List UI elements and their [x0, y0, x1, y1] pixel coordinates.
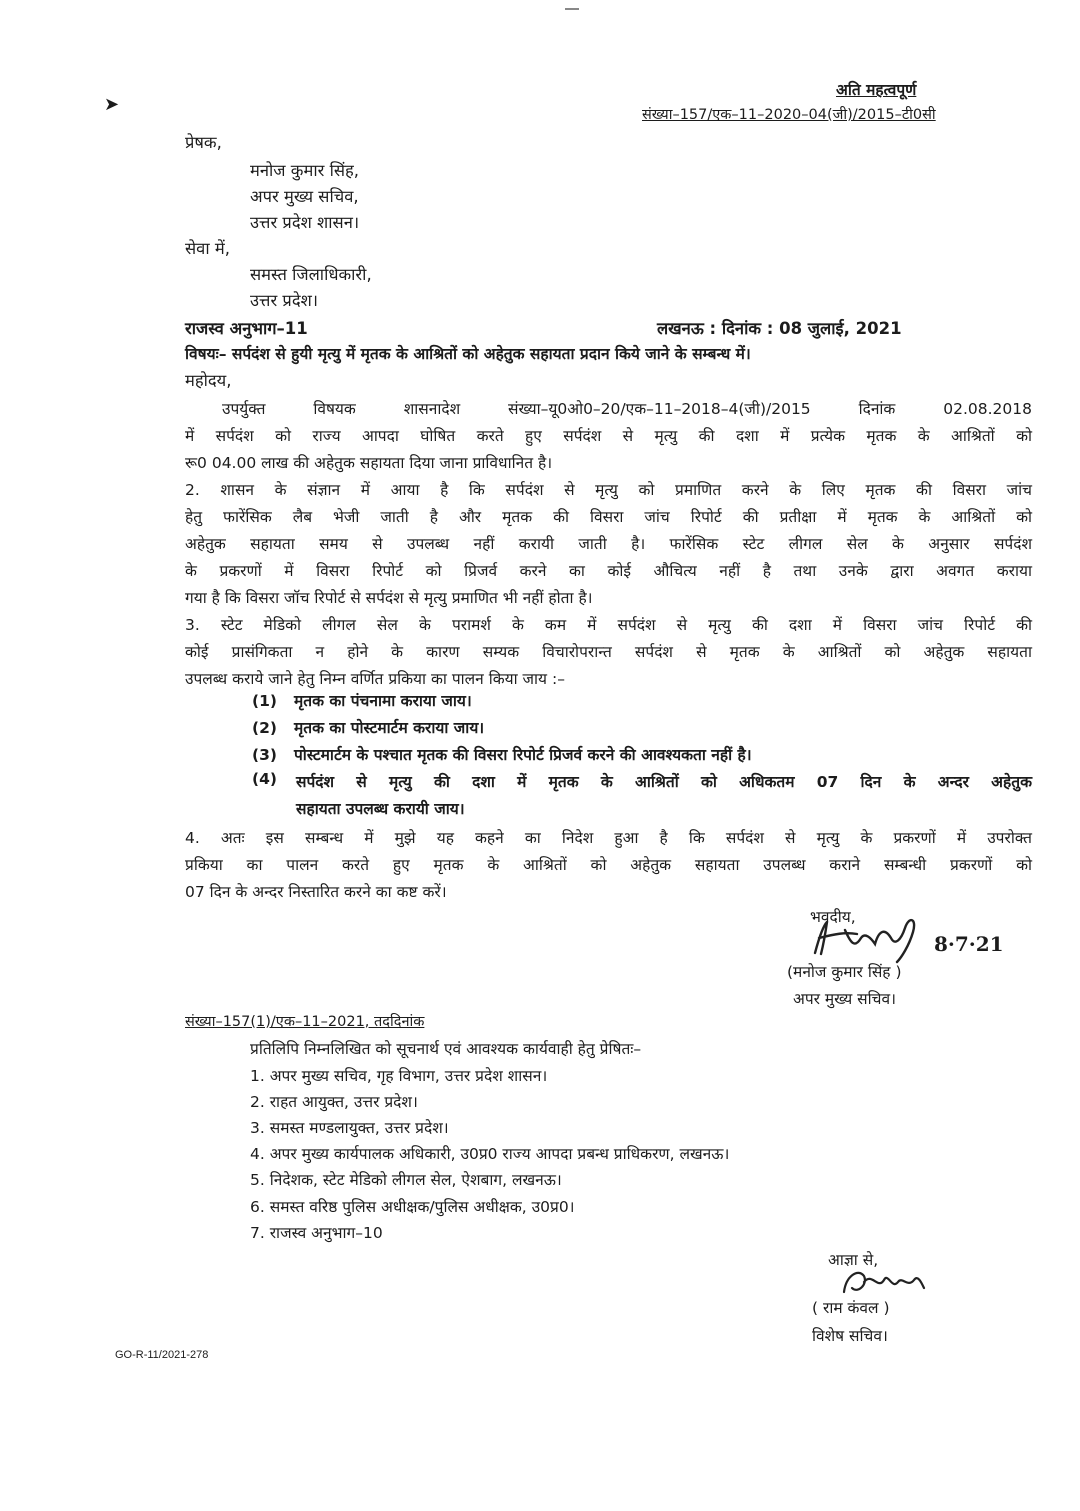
para2-line: के प्रकरणों में विसरा रिपोर्ट को प्रिजर्व करने का कोई औचित्य नहीं है तथा उनके द्वारा अवगत कराया: [185, 562, 1032, 580]
para3-line: उपलब्ध कराये जाने हेतु निम्न वर्णित प्रकिया का पालन किया जाय :–: [185, 670, 565, 688]
para4-line: 07 दिन के अन्दर निस्तारित करने का कष्ट करें।: [185, 883, 447, 901]
step-text: सर्पदंश से मृत्यु की दशा में मृतक के आश्रितों को अधिकतम 07 दिन के अन्दर अहेतुक: [296, 773, 1032, 791]
recipient-label: सेवा में,: [185, 239, 230, 258]
signatory-name: (मनोज कुमार सिंह ): [787, 963, 902, 981]
copy-item: 3. समस्त मण्डलायुक्त, उत्तर प्रदेश।: [250, 1119, 449, 1137]
step-item: [252, 743, 752, 765]
copy-item: 7. राजस्व अनुभाग–10: [250, 1224, 383, 1242]
step-text: मृतक का पंचनामा कराया जाय।: [294, 692, 472, 710]
step-number: (1): [252, 692, 277, 710]
copy-item: 4. अपर मुख्य कार्यपालक अधिकारी, उ0प्र0 राज्य आपदा प्रबन्ध प्राधिकरण, लखनऊ।: [250, 1145, 730, 1163]
signatory-designation: अपर मुख्य सचिव।: [793, 990, 896, 1008]
copy-item: 6. समस्त वरिष्ठ पुलिस अधीक्षक/पुलिस अधीक्षक, उ0प्र0।: [250, 1198, 575, 1216]
para2-line: अहेतुक सहायता समय से उपलब्ध नहीं करायी जाती है। फारेंसिक स्टेट लीगल सेल के अनुसार सर्पदंश: [185, 535, 1032, 553]
step-text-continued: सहायता उपलब्ध करायी जाय।: [296, 800, 465, 818]
para4-line: प्रकिया का पालन करते हुए मृतक के आश्रितों को अहेतुक सहायता उपलब्ध कराने सम्बन्धी प्रकरणों को: [185, 856, 1032, 874]
order-signatory-designation: विशेष सचिव।: [812, 1327, 888, 1345]
order-closing: आज्ञा से,: [828, 1251, 879, 1269]
para3-line: 3. स्टेट मेडिको लीगल सेल के परामर्श के कम में सर्पदंश से मृत्यु की दशा में विसरा जांच रिपोर्ट की: [185, 616, 1032, 634]
subject-line: विषयः– सर्पदंश से हुयी मृत्यु में मृतक के आश्रितों को अहेतुक सहायता प्रदान किये जाने के सम्बन्ध में।: [185, 345, 751, 363]
scan-mark: [565, 8, 579, 10]
recipient-name: समस्त जिलाधिकारी,: [250, 265, 372, 284]
arrow-mark-icon: ➤: [104, 94, 120, 115]
sender-label: प्रेषक,: [185, 133, 222, 152]
footer-code: GO-R-11/2021-278: [115, 1349, 209, 1361]
step-text: पोस्टमार्टम के पश्चात मृतक की विसरा रिपोर्ट प्रिजर्व करने की आवश्यकता नहीं है।: [294, 746, 752, 764]
signature-date: 8·7·21: [934, 932, 1004, 956]
sender-designation: अपर मुख्य सचिव,: [250, 187, 359, 206]
para2-line: हेतु फारेंसिक लैब भेजी जाती है और मृतक की विसरा जांच रिपोर्ट की प्रतीक्षा में मृतक के आश्रितों को: [185, 508, 1032, 526]
step-item: [252, 689, 472, 711]
para2-line: गया है कि विसरा जॉच रिपोर्ट से सर्पदंश से मृत्यु प्रमाणित भी नहीं होता है।: [185, 589, 593, 607]
copy-item: 2. राहत आयुक्त, उत्तर प्रदेश।: [250, 1093, 418, 1111]
para1-line: में सर्पदंश को राज्य आपदा घोषित करते हुए सर्पदंश से मृत्यु की दशा में प्रत्येक मृतक के आश्रितों को: [185, 427, 1032, 445]
sender-office: उत्तर प्रदेश शासन।: [250, 213, 360, 232]
para2-line: 2. शासन के संज्ञान में आया है कि सर्पदंश से मृत्यु को प्रमाणित करने के लिए मृतक की विसरा जांच: [185, 481, 1032, 499]
para4-line: 4. अतः इस सम्बन्ध में मुझे यह कहने का निदेश हुआ है कि सर्पदंश से मृत्यु के प्रकरणों में उपरोक्त: [185, 829, 1032, 847]
step-text: मृतक का पोस्टमार्टम कराया जाय।: [294, 719, 485, 737]
sender-name: मनोज कुमार सिंह,: [250, 161, 360, 180]
step-number: (3): [252, 746, 277, 764]
closing-yours: भवदीय,: [810, 908, 856, 926]
section-label: राजस्व अनुभाग–11: [185, 319, 308, 338]
copy-item: 5. निदेशक, स्टेट मेडिको लीगल सेल, ऐशबाग, लखनऊ।: [250, 1171, 562, 1189]
copy-intro: प्रतिलिपि निम्नलिखित को सूचनार्थ एवं आवश्यक कार्यवाही हेतु प्रेषितः–: [250, 1040, 642, 1058]
priority-label: अति महत्वपूर्ण: [836, 81, 917, 99]
salutation: महोदय,: [185, 371, 232, 390]
dateline: लखनऊ : दिनांक : 08 जुलाई, 2021: [657, 319, 902, 338]
para3-line: कोई प्रासंगिकता न होने के कारण सम्यक विचारोपरान्त सर्पदंश से मृतक के आश्रितों को अहेतुक सहायता: [185, 643, 1032, 661]
step-number: (2): [252, 719, 277, 737]
step-number-4: (4): [252, 770, 277, 788]
reference-number: संख्या–157/एक–11–2020–04(जी)/2015–टी0सी: [642, 107, 936, 123]
step-item: [252, 716, 484, 738]
copy-item: 1. अपर मुख्य सचिव, गृह विभाग, उत्तर प्रदेश शासन।: [250, 1067, 548, 1085]
para1-line: उपर्युक्त विषयक शासनादेश संख्या–यू0ओ0–20/एक–11–2018–4(जी)/2015 दिनांक 02.08.2018: [222, 400, 1032, 418]
copy-reference: संख्या–157(1)/एक–11–2021, तददिनांक: [185, 1014, 425, 1030]
para1-line: रू0 04.00 लाख की अहेतुक सहायता दिया जाना प्राविधानित है।: [185, 454, 553, 472]
recipient-place: उत्तर प्रदेश।: [250, 291, 319, 310]
order-signatory-name: ( राम कंवल ): [812, 1299, 890, 1317]
